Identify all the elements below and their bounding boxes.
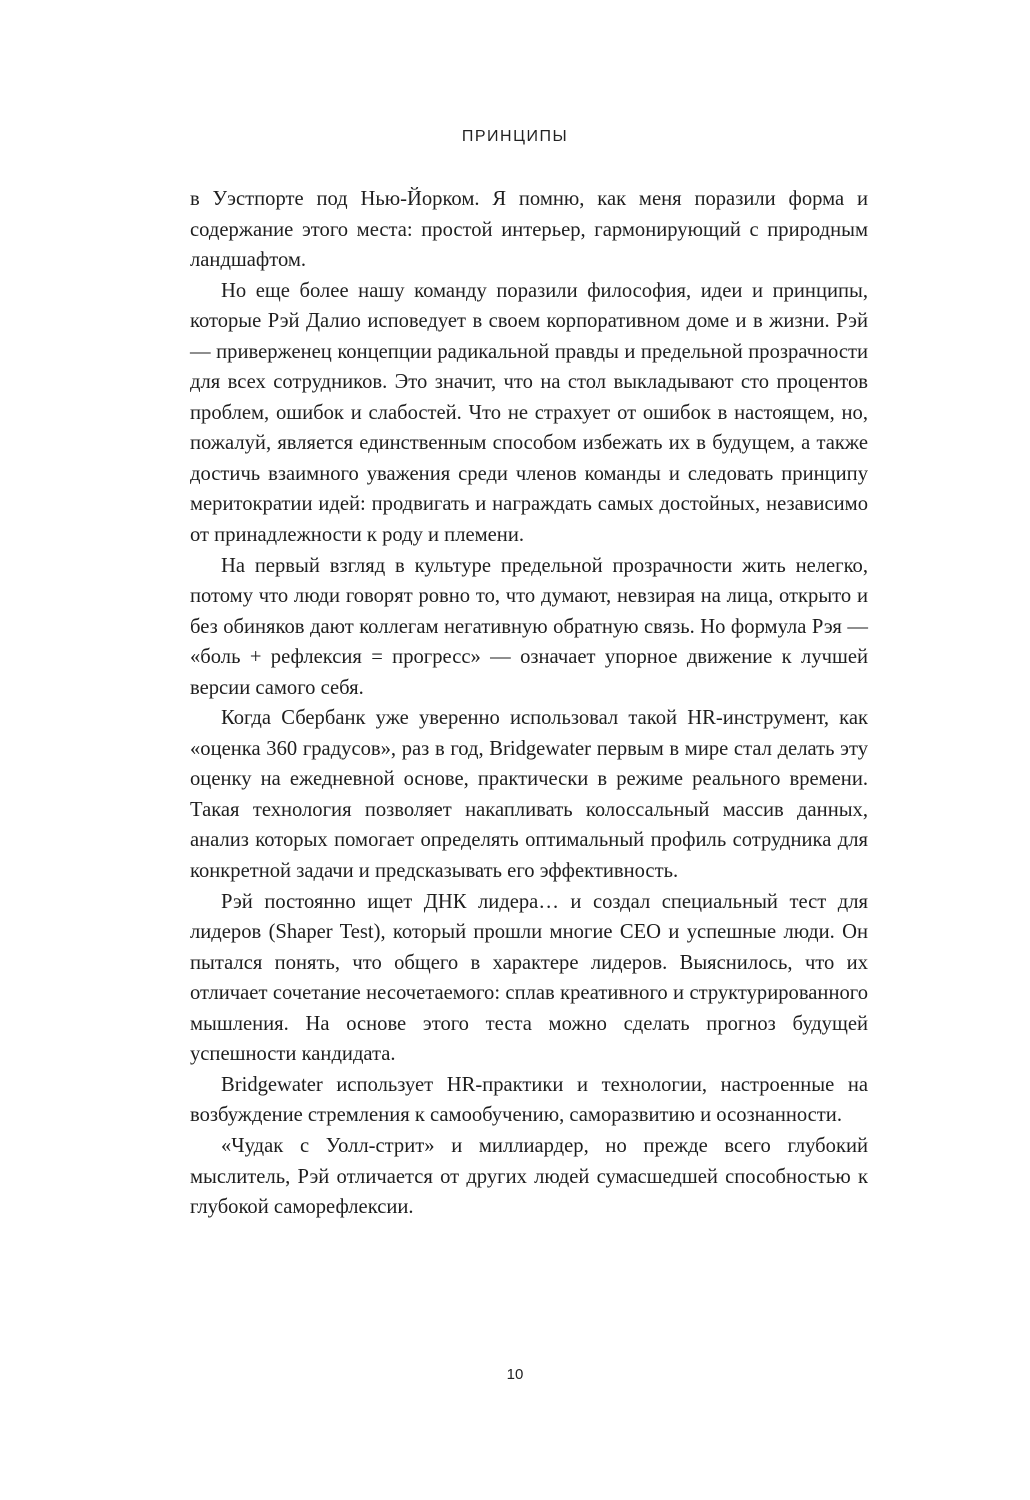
paragraph-1: в Уэстпорте под Нью-Йорком. Я помню, как меня поразили форма и содержание этого места: простой интерьер, гармонирующий с природным ландшафтом. — [190, 188, 868, 272]
paragraph-5: Рэй постоянно ищет ДНК лидера… и создал специальный тест для лидеров (Shaper Test), который прошли многие CEO и успешные люди. Он пытался понять, что общего в характере лидеров. Выяснилось, что их отличает сочетание несочетаемого: сплав креативного и структурированного мышления. На основе этого теста можно сделать прогноз будущей успешности кандидата. — [190, 890, 868, 1066]
running-head: ПРИНЦИПЫ — [461, 128, 569, 145]
paragraph-3: На первый взгляд в культуре предельной прозрачности жить нелегко, потому что люди говорят ровно то, что думают, невзирая на лица, открыто и без обиняков дают коллегам негативную обратную связь. Но формула Рэя — «боль + рефлексия = прогресс» — означает упорное движение к лучшей версии самого себя. — [190, 554, 868, 699]
paragraph-4: Когда Сбербанк уже уверенно использовал такой HR-инструмент, как «оценка 360 градусов», раз в год, Bridgewater первым в мире стал делать эту оценку на ежедневной основе, практически в режиме реального времени. Такая технология позволяет накапливать колоссальный массив данных, анализ которых помогает определять оптимальный профиль сотрудника для конкретной задачи и предсказывать его эффективность. — [190, 707, 868, 883]
body-text — [190, 184, 868, 1223]
page-number: 10 — [506, 1366, 524, 1383]
paragraph-6: Bridgewater использует HR-практики и технологии, настроенные на возбуждение стремления к самообучению, саморазвитию и осознанности. — [190, 1073, 868, 1127]
paragraph-2: Но еще более нашу команду поразили философия, идеи и принципы, которые Рэй Далио исповедует в своем корпоративном доме и в жизни. Рэй — приверженец концепции радикальной правды и предельной прозрачности для всех сотрудников. Это значит, что на стол выкладывают сто процентов проблем, ошибок и слабостей. Что не страхует от ошибок в настоящем, но, пожалуй, является единственным способом избежать их в будущем, а также достичь взаимного уважения среди членов команды и следовать принципу меритократии идей: продвигать и награждать самых достойных, независимо от принадлежности к роду и племени. — [190, 279, 868, 547]
paragraph-7: «Чудак с Уолл-стрит» и миллиардер, но прежде всего глубокий мыслитель, Рэй отличается от других людей сумасшедшей способностью к глубокой саморефлексии. — [190, 1134, 868, 1219]
